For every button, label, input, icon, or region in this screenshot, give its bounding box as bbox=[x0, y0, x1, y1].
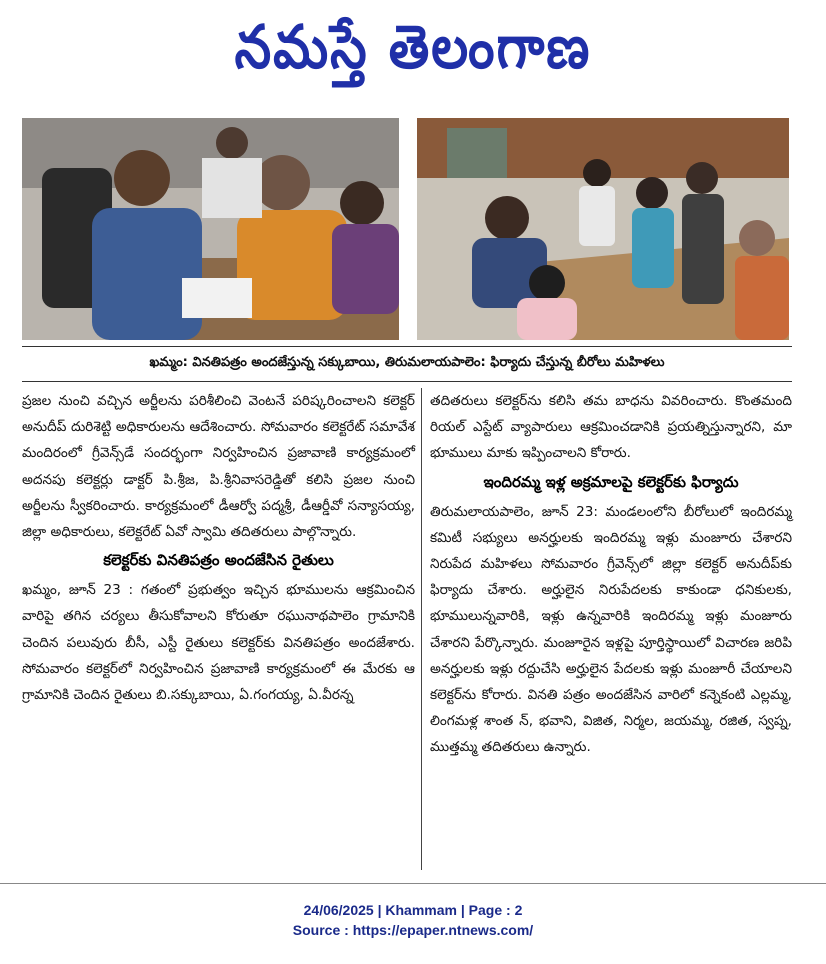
column-divider bbox=[421, 388, 422, 870]
newspaper-masthead bbox=[0, 0, 826, 110]
photo-women-complaint bbox=[417, 118, 789, 340]
photo-collector-with-woman bbox=[22, 118, 399, 340]
article-paragraph: ప్రజల నుంచి వచ్చిన అర్జీలను పరిశీలించి వెంటనే పరిష్కరించాలని కలెక్టర్ అనుదీప్ దురిశెట్టి అధికారులను ఆదేశించారు. సోమవారం కలెక్టరేట్ సమావేశ మందిరంలో గ్రీవెన్స్‌డే సందర్భంగా నిర్వహించిన ప్రజావాణి కార్యక్రమంలో అదనపు కలెక్టర్లు డాక్టర్ పి.శ్రీజ, పి.శ్రీనివాసరెడ్డితో కలిసి ప్రజల నుంచి అర్జీలను స్వీకరించారు. కార్యక్రమంలో డీఆర్వో పద్మశ్రీ, డీఆర్డీవో సన్యాసయ్య, జిల్లా అధికారులు, కలెక్టరేట్ ఏవో స్వామి తదితరులు పాల్గొన్నారు. bbox=[22, 393, 415, 541]
article-paragraph: తదితరులు కలెక్టర్‌ను కలిసి తమ బాధను వివరించారు. కొంతమంది రియల్ ఎస్టేట్ వ్యాపారులు ఆక్రమించడానికి ప్రయత్నిస్తున్నారని, మా భూములు మాకు ఇప్పించాలని కోరారు. bbox=[430, 393, 792, 462]
article-paragraph: తిరుమలాయపాలెం, జూన్ 23: మండలంలోని బీరోలులో ఇందిరమ్మ కమిటీ సభ్యులు అనర్హులకు ఇందిరమ్మ ఇళ్లు మంజూరు చేశారని నిరుపేద మహిళలు సోమవారం గ్రీవెన్స్‌లో జిల్లా కలెక్టర్ అనుదీప్‌కు ఫిర్యాదు చేశారు. అర్హులైన నిరుపేదలకు కాకుండా ధనికులకు, భూములున్నవారికి, ఇళ్లు ఉన్నవారికి ఇందిరమ్మ ఇళ్లు మంజూరు చేశారని పేర్కొన్నారు. మంజూరైన ఇళ్లపై పూర్తిస్థాయిలో విచారణ జరిపి అనర్హులకు ఇళ్లు రద్దుచేసి అర్హులైన పేదలకు ఇళ్లు మంజూరీ చేయాలని కలెక్టర్‌ను కోరారు. వినతి పత్రం అందజేసిన వారిలో కన్నెకంటి ఎల్లమ్మ, లింగమళ్ల శాంత న్, భవాని, విజిత, నిర్మల, జయమ్మ, రజిత, స్వప్న, ముత్తమ్మ తదితరులు ఉన్నారు. bbox=[430, 503, 792, 756]
article-paragraph: ఖమ్మం, జూన్ 23 : గతంలో ప్రభుత్వం ఇచ్చిన భూములను ఆక్రమించిన వారిపై తగిన చర్యలు తీసుకోవాలని కోరుతూ రఘునాథపాలెం గ్రామానికి చెందిన పలువురు బీసీ, ఎస్టీ రైతులు కలెక్టర్‌కు వినతిపత్రం అందజేశారు. సోమవారం కలెక్టర్‌లో నిర్వహించిన ప్రజావాణి కార్యక్రమంలో ఈ మేరకు ఆ గ్రామానికి చెందిన రైతులు బి.సక్కుబాయి, ఏ.గంగయ్య, ఏ.వీరన్న bbox=[22, 582, 415, 704]
page-footer bbox=[0, 900, 826, 940]
article-column-left bbox=[22, 388, 415, 708]
article-subheading: ఇందిరమ్మ ఇళ్ల అక్రమాలపై కలెక్టర్‌కు ఫిర్యాదు bbox=[483, 472, 739, 491]
footer-divider bbox=[0, 883, 826, 884]
photo-caption: ఖమ్మం: వినతిపత్రం అందజేస్తున్న సక్కుబాయి, తిరుమలాయపాలెం: ఫిర్యాదు చేస్తున్న బీరోలు మహిళలు bbox=[22, 346, 792, 382]
article-column-right bbox=[430, 388, 792, 761]
footer-source-link[interactable]: Source : https://epaper.ntnews.com/ bbox=[292, 922, 534, 938]
footer-date-edition: 24/06/2025 | Khammam | Page : 2 bbox=[303, 902, 523, 918]
article-subheading: కలెక్టర్‌కు వినతిపత్రం అందజేసిన రైతులు bbox=[103, 551, 334, 570]
masthead-title: నమస్తే తెలంగాణ bbox=[234, 12, 592, 83]
